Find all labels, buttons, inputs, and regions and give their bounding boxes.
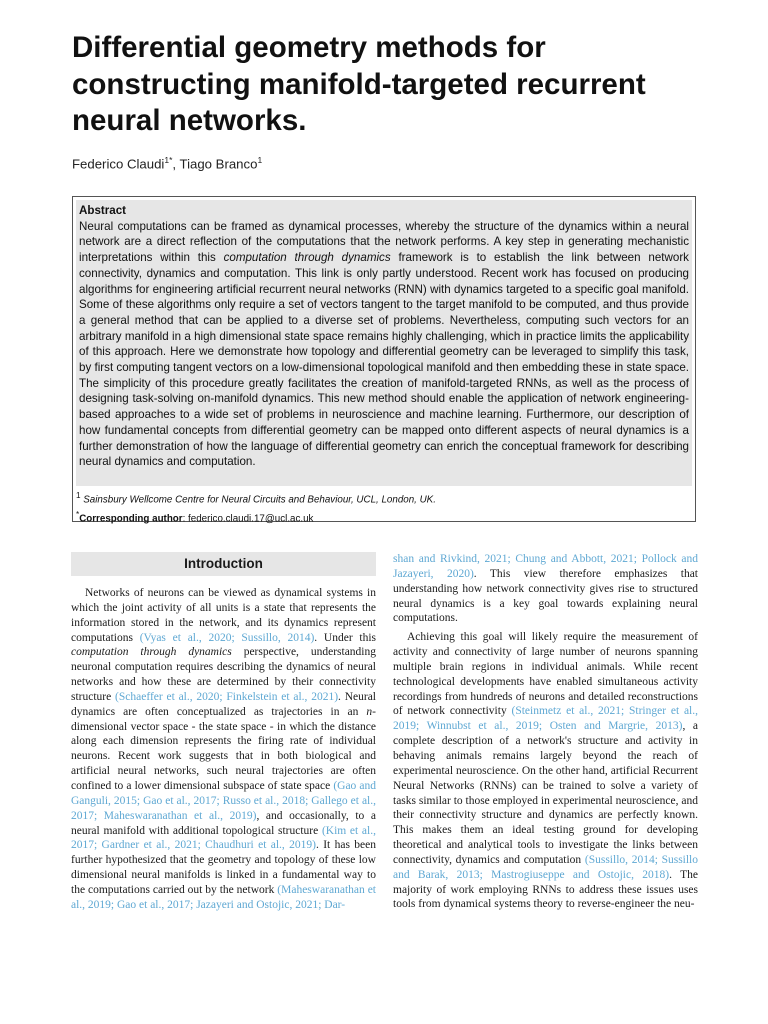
citation-link[interactable]: (Sussillo, 2014; Sussillo and Barak, 2013; Mastrogiuseppe and Ostojic, 2018) bbox=[393, 853, 699, 881]
author-name: Federico Claudi bbox=[72, 156, 165, 172]
author-separator: , bbox=[172, 156, 180, 172]
citation-link[interactable]: (Maheswaranathan et al., 2019; Gao et al., 2017; Jazayeri and Ostojic, 2021; Dar- bbox=[71, 883, 376, 911]
affiliation-line: $^1$ Sainsbury Wellcome Centre for Neural Circuits and Behaviour, UCL, London, UK. bbox=[76, 491, 436, 506]
intro-paragraph-1-continued: shan and Rivkind, 2021; Chung and Abbott, 2021; Pollock and Jazayeri, 2020). This view therefore emphasizes that understanding how network connectivity gives rise to structured neural dynamics is a key goal towards explaining neural computations. bbox=[393, 553, 699, 625]
citation-link[interactable]: (Schaeffer et al., 2020; Finkelstein et al., 2021) bbox=[115, 690, 339, 703]
citation-link[interactable]: (Kim et al., 2017; Gardner et al., 2021; Chaudhuri et al., 2019) bbox=[71, 824, 376, 852]
abstract-emphasis: computation through dynamics bbox=[223, 251, 391, 265]
column-left bbox=[71, 552, 376, 913]
citation-link[interactable]: (Gao and Ganguli, 2015; Gao et al., 2017; Russo et al., 2018; Gallego et al., 2017; Maheswaranathan et al., 2019) bbox=[71, 779, 377, 822]
abstract-section bbox=[76, 200, 692, 486]
author-list bbox=[72, 155, 712, 171]
introduction-heading: Introduction bbox=[71, 552, 376, 576]
citation-link[interactable]: (Steinmetz et al., 2021; Stringer et al., 2019; Winnubst et al., 2019; Osten and Margrie, 2013) bbox=[393, 705, 698, 733]
corresponding-author-line: *Corresponding author: federico.claudi.17@ucl.ac.uk bbox=[76, 509, 314, 525]
corresponding-author-label: Corresponding author bbox=[79, 513, 183, 525]
affiliation-marker: 1 bbox=[164, 155, 170, 165]
abstract-heading: Abstract bbox=[79, 204, 127, 217]
citation-link[interactable]: (Vyas et al., 2020; Sussillo, 2014) bbox=[139, 631, 315, 644]
affiliation-block bbox=[76, 489, 692, 527]
paper-title: Differential geometry methods for constructing manifold-targeted recurrent neural networks. bbox=[72, 31, 646, 137]
corresponding-marker: * bbox=[169, 155, 173, 165]
corresponding-email[interactable]: : federico.claudi.17@ucl.ac.uk bbox=[182, 513, 314, 525]
citation-link[interactable]: shan and Rivkind, 2021; Chung and Abbott, 2021; Pollock and Jazayeri, 2020) bbox=[393, 553, 698, 580]
affiliation-marker: 1 bbox=[257, 155, 263, 165]
intro-paragraph-2: Achieving this goal will likely require the measurement of activity and connectivity of large number of neurons spanning multiple brain regions in individual animals. While recent technological developments have enabled simultaneous activity recordings from hundreds of neurons and detailed reconstructions of network connectivity (Steinmetz et al., 2021; Stringer et al., 2019; Winnubst et al., 2019; Osten and Margrie, 2013), a complete description of a network's structure and activity in behaving animals remains largely beyond the reach of experimental neuroscience. On the other hand, artificial Recurrent Neural Networks (RNNs) can be trained to solve a variety of tasks similar to those employed in experimental neuroscience, and their connectivity structure and dynamics are perfectly known. This makes them an ideal testing ground for developing theoretical and analytical tools to investigate the links between connectivity, dynamics and computation (Sussillo, 2014; Sussillo and Barak, 2013; Mastrogiuseppe and Ostojic, 2018). The majority of work employing RNNs to address these issues uses tools from dynamical systems theory to reverse-engineer the neu- bbox=[393, 631, 699, 911]
abstract-text: Neural computations can be framed as dynamical processes, whereby the structure of the dynamics within a neural network are a direct reflection of the computations that the network performs. A key step in generating mechanistic interpretations within this computation through dynamics framework is to establish the link between network connectivity, dynamics and computation. This link is only partly understood. Recent work has focused on producing algorithms for engineering artificial recurrent neural networks (RNN) with dynamics targeted to a specific goal manifold. Some of these algorithms only require a set of vectors tangent to the target manifold to be computed, and thus provide a general method that can be applied to a diverse set of problems. Nevertheless, computing such vectors for an arbitrary manifold in a high dimensional state space remains highly challenging, which in practice limits the applicability of this approach. Here we demonstrate how topology and differential geometry can be leveraged to simplify this task, by first computing tangent vectors on a low-dimensional topological manifold and then embedding these in state space. The simplicity of this procedure greatly facilitates the creation of manifold-targeted RNNs, as well as the process of designing task-solving on-manifold dynamics. This new method should enable the application of network engineering-based approaches to a wide set of problems in neuroscience and machine learning. Furthermore, our description of how fundamental concepts from differential geometry can be mapped onto different aspects of neural dynamics is a further demonstration of how the language of differential geometry can enrich the conceptual framework for describing neural dynamics and computation. bbox=[79, 219, 689, 469]
author-name: Tiago Branco bbox=[179, 156, 258, 172]
intro-paragraph-1: Networks of neurons can be viewed as dynamical systems in which the joint activity of all units is a state that represents the information stored in the network, and its dynamics represent computations (Vyas et al., 2020; Sussillo, 2014). Under this computation through dynamics perspective, understanding neuronal computation requires describing the dynamics of neural networks and how these are determined by their connectivity structure (Schaeffer et al., 2020; Finkelstein et al., 2021). Neural dynamics are often conceptualized as trajectories in an n-dimensional vector space - the state space - in which the distance along each dimension represents the firing rate of individual neurons. Recent work suggests that in both biological and artificial neural networks, such neural trajectories are often confined to a lower dimensional subspace of state space (Gao and Ganguli, 2015; Gao et al., 2017; Russo et al., 2018; Gallego et al., 2017; Maheswaranathan et al., 2019), and occasionally, to a neural manifold with additional topological structure (Kim et al., 2017; Gardner et al., 2021; Chaudhuri et al., 2019). It has been further hypothesized that the geometry and topology of these low dimensional neural manifolds is linked in a fundamental way to the computations carried out by the network (Maheswaranathan et al., 2019; Gao et al., 2017; Jazayeri and Ostojic, 2021; Dar- bbox=[71, 587, 377, 911]
column-right bbox=[393, 552, 698, 912]
